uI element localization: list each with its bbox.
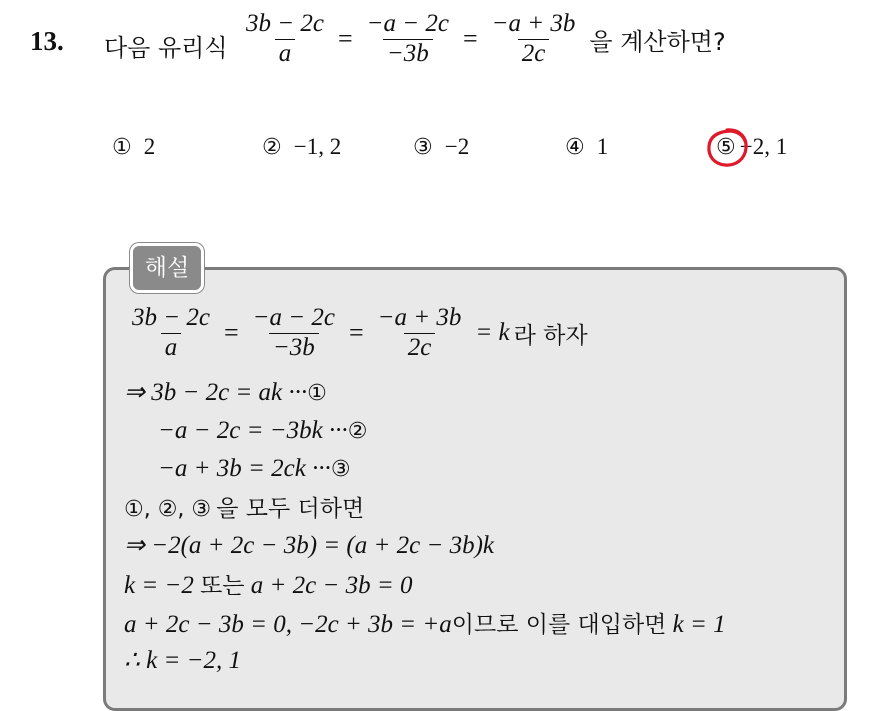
sol-line-8-korean: 이므로 이를 대입하면	[451, 612, 667, 638]
choice-1-mark: ①	[112, 135, 132, 160]
fraction-2	[363, 10, 453, 69]
choice-2-mark: ②	[262, 135, 282, 160]
choice-3-mark: ③	[413, 135, 433, 160]
sol-fraction-1	[128, 304, 214, 363]
solution-line-2	[124, 377, 327, 407]
sol-fraction-3-denominator: 2c	[404, 333, 436, 363]
fraction-1-numerator: 3b − 2c	[246, 10, 324, 37]
fraction-2-numerator: −a − 2c	[366, 10, 449, 37]
solution-line-3	[158, 417, 367, 445]
sol-fraction-3-numerator: −a + 3b	[377, 304, 462, 331]
choice-2[interactable]	[262, 134, 341, 160]
solution-line-5	[124, 490, 364, 523]
sol-fraction-2-numerator: −a − 2c	[252, 304, 335, 331]
sol-line-8-b: k = 1	[672, 611, 726, 638]
choice-3[interactable]	[413, 134, 469, 160]
equals-sign: =	[462, 24, 478, 54]
question-lead-text: 다음 유리식	[104, 34, 228, 62]
sol-line-8-a: a + 2c − 3b = 0, −2c + 3b = +a	[124, 611, 452, 638]
solution-tab: 해설	[130, 243, 204, 293]
sol-fraction-2	[249, 304, 339, 363]
choice-1-text: 2	[143, 134, 156, 159]
choice-4[interactable]	[565, 134, 608, 160]
sol-line-3-eq: −a − 2c = −3bk ···	[158, 417, 348, 444]
choice-4-text: 1	[596, 134, 609, 159]
fraction-3	[488, 10, 580, 69]
choice-1[interactable]	[112, 134, 155, 160]
solution-line-8	[124, 606, 726, 639]
sol-fraction-3	[374, 304, 466, 363]
choice-5-text: −2, 1	[739, 134, 788, 159]
solution-line-1	[128, 304, 588, 363]
sol-line-5-korean: 을 모두 더하면	[216, 496, 365, 522]
choice-4-mark: ④	[565, 135, 585, 160]
question-expression	[242, 10, 726, 69]
sol-fraction-1-numerator: 3b − 2c	[132, 304, 210, 331]
sol-fraction-1-denominator: a	[161, 333, 182, 363]
sol-line-7-b: a + 2c − 3b = 0	[250, 572, 413, 599]
solution-line-6: ⇒ −2(a + 2c − 3b) = (a + 2c − 3b)k	[124, 532, 495, 559]
sol-line-1-korean: 라 하자	[513, 322, 588, 349]
choice-5-mark: ⑤	[716, 135, 736, 160]
fraction-1	[242, 10, 328, 69]
fraction-3-denominator: 2c	[518, 39, 550, 69]
equals-sign: =	[348, 318, 364, 348]
sol-line-7-korean: 또는	[200, 573, 245, 599]
sol-line-3-mark: ②	[347, 419, 368, 444]
sol-k-var: = k	[475, 319, 510, 347]
sol-line-5-marks: ①, ②, ③	[124, 497, 212, 522]
sol-fraction-2-denominator: −3b	[269, 333, 319, 363]
fraction-3-numerator: −a + 3b	[491, 10, 576, 37]
sol-line-4-mark: ③	[330, 457, 351, 482]
equals-sign: =	[223, 318, 239, 348]
solution-line-4	[158, 455, 351, 483]
choice-2-text: −1, 2	[293, 134, 342, 159]
sol-line-4-eq: −a + 3b = 2ck ···	[158, 455, 331, 482]
solution-line-9: ∴ k = −2, 1	[124, 647, 241, 674]
solution-line-7	[124, 567, 413, 600]
equals-sign: =	[337, 24, 353, 54]
question-number: 13.	[30, 26, 64, 56]
choice-3-text: −2	[444, 134, 470, 159]
sol-line-2-eq: ⇒ 3b − 2c = ak ···	[124, 379, 308, 406]
sol-line-7-a: k = −2	[124, 572, 194, 599]
fraction-2-denominator: −3b	[383, 39, 433, 69]
fraction-1-denominator: a	[275, 39, 296, 69]
sol-line-2-mark: ①	[307, 381, 327, 406]
answer-circle-icon	[703, 125, 751, 171]
question-tail-text: 을 계산하면?	[589, 27, 726, 56]
